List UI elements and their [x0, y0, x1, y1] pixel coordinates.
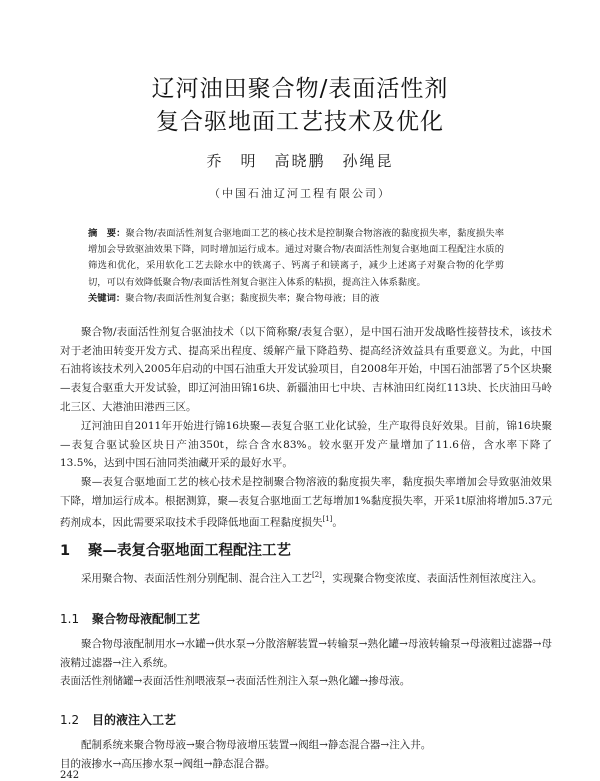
surfactant-flow-text: 表面活性剂储罐→表面活性剂喂液泵→表面活性剂注入泵→熟化罐→掺母液。 [60, 675, 411, 688]
section-1-1-heading [60, 610, 200, 627]
section-1-2-number: 1.2 [60, 713, 80, 727]
paragraph-injection-process-text: 采用聚合物、表面活性剂分别配制、混合注入工艺 [81, 572, 312, 585]
section-1-heading [60, 539, 291, 560]
authors: 乔 明 高晓鹏 孙绳昆 [206, 152, 394, 170]
citation-1: [1] [322, 515, 333, 524]
section-1-2-heading [60, 711, 176, 728]
keywords-text: 聚合物/表面活性剂复合驱；黏度损失率；聚合物母液；目的液 [125, 292, 380, 304]
paragraph-liaohe-trial: 辽河油田自2011年开始进行锦16块聚—表复合驱工业化试验，生产取得良好效果。目前，锦16块聚—表复合驱试验区块日产油350t，综合含水83%。较水驱开发产量增加了11.6倍，含水率下降了13.5%，达到中国石油同类油藏开采的最好水平。 [60, 420, 552, 470]
abstract-text: 聚合物/表面活性剂复合驱地面工艺的核心技术是控制聚合物溶液的黏度损失率，黏度损失率增加会导致驱油效果下降，同时增加运行成本。通过对聚合物/表面活性剂复合驱地面工程配注水质的筛选和优化，采用软化工艺去除水中的铁离子、钙离子和镁离子，减少上述离子对聚合物的化学剪切，可以有效降低聚合物/表面活性剂复合驱注入体系的粘损，提高注入体系黏度。 [88, 228, 504, 288]
section-1-1-number: 1.1 [60, 612, 80, 626]
paragraph-injection-process-end: ，实现聚合物变浓度、表面活性剂恒浓度注入。 [321, 572, 543, 585]
paragraph-core-technology [60, 473, 552, 533]
section-1-number: 1 [60, 543, 71, 559]
section-1-2-title: 目的液注入工艺 [92, 713, 177, 727]
section-1-title: 聚—表复合驱地面工程配注工艺 [88, 543, 291, 559]
paragraph-injection-process [60, 566, 552, 588]
paragraph-core-technology-end: 。 [332, 516, 343, 529]
mother-liquor-flow-text: 聚合物母液配制用水→水罐→供水泵→分散溶解装置→转输泵→熟化罐→母液转输泵→母液粗过滤器→母液精过滤器→注入系统。 [60, 638, 552, 669]
page-number: 242 [60, 770, 80, 781]
paragraph-mother-liquor-flow [60, 635, 552, 691]
paper-title-line-2: 复合驱地面工艺技术及优化 [156, 109, 444, 135]
keywords-label: 关键词： [88, 292, 126, 304]
abstract-label: 摘 要： [88, 228, 126, 239]
paper-title-line-1: 辽河油田聚合物/表面活性剂 [151, 76, 449, 102]
water-mixing-flow-text: 目的液掺水→高压掺水泵→阀组→静态混合器。 [60, 757, 276, 770]
paragraph-core-technology-text: 聚—表复合驱地面工艺的核心技术是控制聚合物溶液的黏度损失率，黏度损失率增加会导致驱油效果下降，增加运行成本。根据测算，聚—表复合驱地面工艺每增加1%黏度损失率，开采1t原油将增加5.37元药剂成本，因此需要采取技术手段降低地面工程黏度损失 [60, 476, 552, 529]
affiliation: （中国石油辽河工程有限公司） [209, 187, 391, 200]
paragraph-intro: 聚合物/表面活性剂复合驱油技术（以下简称聚/表复合驱），是中国石油开发战略性接替技术，该技术对于老油田转变开发方式、提高采出程度、缓解产量下降趋势、提高经济效益具有重要意义。为此，中国石油将该技术列入2005年启动的中国石油重大开发试验项目，自2008年开始，中国石油部署了5个区块聚—表复合驱重大开发试验，即辽河油田锦16块、新疆油田七中块、吉林油田红岗红113块、长庆油田马岭北三区、大港油田港西三区。 [60, 326, 552, 413]
section-1-1-title: 聚合物母液配制工艺 [92, 612, 201, 626]
citation-2: [2] [312, 571, 322, 579]
target-liquid-flow-text: 配制系统来聚合物母液→聚合物母液增压装置→阀组→静态混合器→注入井。 [81, 739, 432, 751]
paragraph-target-liquid-flow [60, 736, 552, 773]
abstract [88, 226, 504, 307]
